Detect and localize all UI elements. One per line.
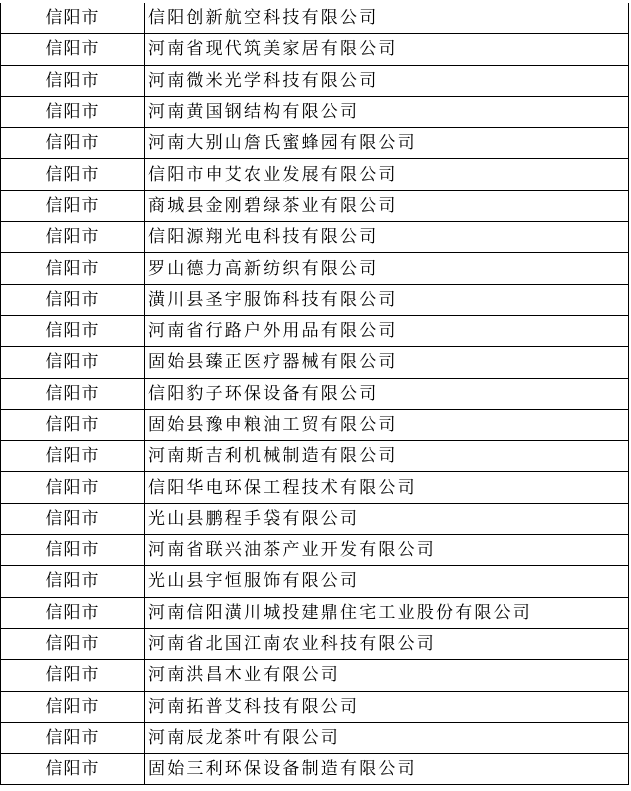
company-name-cell: 固始三利环保设备制造有限公司 xyxy=(145,754,629,785)
table-row xyxy=(1,691,629,722)
company-name-cell: 河南大别山詹氏蜜蜂园有限公司 xyxy=(145,128,629,159)
city-cell: 信阳市 xyxy=(1,535,145,566)
company-name-cell: 信阳源翔光电科技有限公司 xyxy=(145,222,629,253)
table-row xyxy=(1,222,629,253)
city-cell: 信阳市 xyxy=(1,409,145,440)
city-cell: 信阳市 xyxy=(1,566,145,597)
company-name-cell: 河南省北国江南农业科技有限公司 xyxy=(145,628,629,659)
table-row xyxy=(1,378,629,409)
table-row xyxy=(1,754,629,785)
city-cell: 信阳市 xyxy=(1,222,145,253)
table-row xyxy=(1,597,629,628)
table-row xyxy=(1,284,629,315)
city-cell: 信阳市 xyxy=(1,691,145,722)
company-name-cell: 潢川县圣宇服饰科技有限公司 xyxy=(145,284,629,315)
company-name-cell: 光山县宇恒服饰有限公司 xyxy=(145,566,629,597)
city-cell: 信阳市 xyxy=(1,96,145,127)
table-row xyxy=(1,503,629,534)
city-cell: 信阳市 xyxy=(1,315,145,346)
company-name-cell: 信阳市申艾农业发展有限公司 xyxy=(145,159,629,190)
company-name-cell: 河南微米光学科技有限公司 xyxy=(145,65,629,96)
city-cell: 信阳市 xyxy=(1,378,145,409)
table-row xyxy=(1,34,629,65)
city-cell: 信阳市 xyxy=(1,34,145,65)
table-row xyxy=(1,409,629,440)
city-cell: 信阳市 xyxy=(1,754,145,785)
table-row xyxy=(1,566,629,597)
table-row xyxy=(1,3,629,34)
city-cell: 信阳市 xyxy=(1,3,145,34)
table-row xyxy=(1,315,629,346)
company-name-cell: 罗山德力高新纺织有限公司 xyxy=(145,253,629,284)
company-name-cell: 河南省现代筑美家居有限公司 xyxy=(145,34,629,65)
company-name-cell: 河南省行路户外用品有限公司 xyxy=(145,315,629,346)
table-row xyxy=(1,65,629,96)
table-row xyxy=(1,441,629,472)
company-name-cell: 光山县鹏程手袋有限公司 xyxy=(145,503,629,534)
company-name-cell: 河南洪昌木业有限公司 xyxy=(145,660,629,691)
company-name-cell: 河南信阳潢川城投建鼎住宅工业股份有限公司 xyxy=(145,597,629,628)
company-name-cell: 河南拓普艾科技有限公司 xyxy=(145,691,629,722)
city-cell: 信阳市 xyxy=(1,503,145,534)
city-cell: 信阳市 xyxy=(1,190,145,221)
city-cell: 信阳市 xyxy=(1,159,145,190)
company-name-cell: 固始县臻正医疗器械有限公司 xyxy=(145,347,629,378)
company-name-cell: 河南辰龙茶叶有限公司 xyxy=(145,722,629,753)
table-row xyxy=(1,159,629,190)
table-row xyxy=(1,660,629,691)
company-name-cell: 信阳豹子环保设备有限公司 xyxy=(145,378,629,409)
city-cell: 信阳市 xyxy=(1,628,145,659)
table-row xyxy=(1,253,629,284)
company-name-cell: 信阳创新航空科技有限公司 xyxy=(145,3,629,34)
table-row xyxy=(1,190,629,221)
company-table xyxy=(0,3,629,785)
city-cell: 信阳市 xyxy=(1,253,145,284)
table-row xyxy=(1,128,629,159)
city-cell: 信阳市 xyxy=(1,347,145,378)
company-name-cell: 固始县豫申粮油工贸有限公司 xyxy=(145,409,629,440)
table-row xyxy=(1,535,629,566)
company-table-body xyxy=(1,3,629,785)
city-cell: 信阳市 xyxy=(1,722,145,753)
table-row xyxy=(1,628,629,659)
city-cell: 信阳市 xyxy=(1,597,145,628)
company-name-cell: 河南斯吉利机械制造有限公司 xyxy=(145,441,629,472)
company-name-cell: 河南省联兴油茶产业开发有限公司 xyxy=(145,535,629,566)
table-row xyxy=(1,722,629,753)
city-cell: 信阳市 xyxy=(1,128,145,159)
table-row xyxy=(1,96,629,127)
city-cell: 信阳市 xyxy=(1,65,145,96)
city-cell: 信阳市 xyxy=(1,441,145,472)
company-name-cell: 商城县金刚碧绿茶业有限公司 xyxy=(145,190,629,221)
city-cell: 信阳市 xyxy=(1,284,145,315)
table-row xyxy=(1,347,629,378)
company-name-cell: 河南黄国钢结构有限公司 xyxy=(145,96,629,127)
city-cell: 信阳市 xyxy=(1,660,145,691)
table-row xyxy=(1,472,629,503)
company-name-cell: 信阳华电环保工程技术有限公司 xyxy=(145,472,629,503)
city-cell: 信阳市 xyxy=(1,472,145,503)
